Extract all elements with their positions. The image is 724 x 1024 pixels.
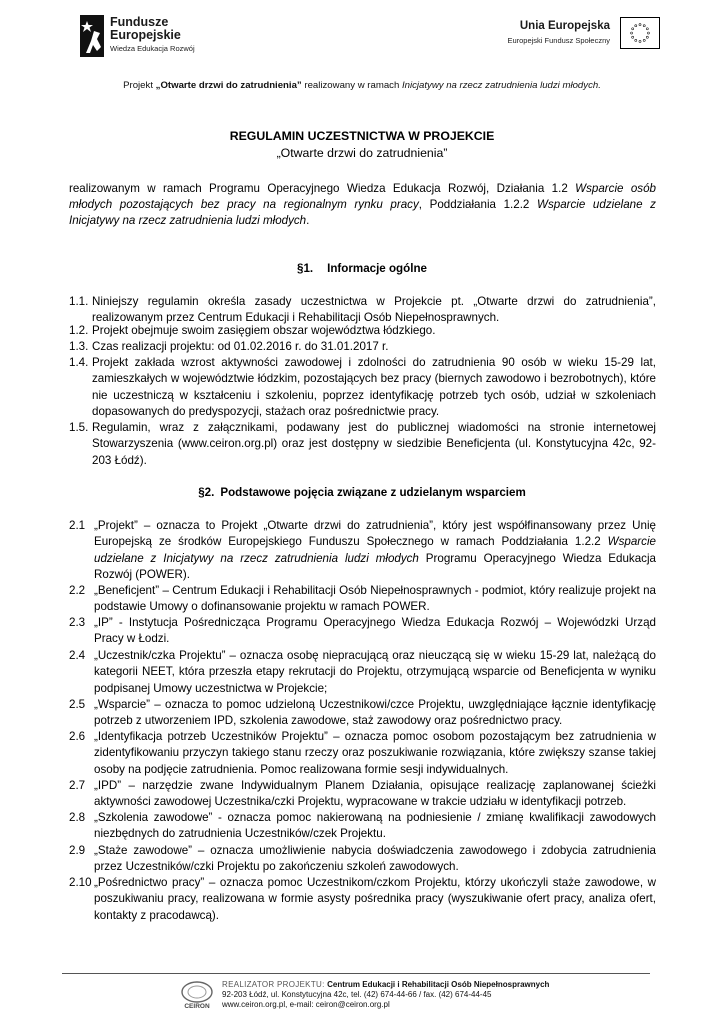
list-item-1-1 (69, 294, 656, 327)
document-subtitle: „Otwarte drzwi do zatrudnienia” (276, 146, 448, 160)
intro-italic-1: Wsparcie osób młodych pozostających bez pracy na regionalnym rynku pracy (69, 182, 656, 212)
list-item-text: „IPD” – narzędzie zwane Indywidualnym Planem Działania, opisujące realizację zaplanowanej ścieżki aktywności zawodowej Uczestnika/czki Projektu, wypracowane w trakcie udziału w identyfikacji potrzeb. (94, 779, 656, 809)
list-item-1-5 (69, 420, 656, 469)
list-item-text: „Staże zawodowe” – oznacza umożliwienie nabycia doświadczenia zawodowego i zdobycia zatrudnienia przez Uczestników/czki Projektu po zakończeniu szkoleń zawodowych. (94, 844, 656, 874)
intro-text-2: , Poddziałania 1.2.2 (418, 198, 537, 212)
list-item-text: „Uczestnik/czka Projektu” – oznacza osobę niepracującą oraz nieuczącą się w wieku 15-29 lat, należącą do kategorii NEET, która przeszła etapy rekrutacji do Projektu, otrzymującą wsparcie od Beneficjenta w wyniku podpisanej Umowy uczestnictwa w Projekcie; (94, 649, 656, 695)
ceiron-logo-icon (180, 980, 214, 1010)
list-item-number: 2.6 (69, 730, 86, 743)
list-item-text: Niniejszy regulamin określa zasady uczestnictwa w Projekcie pt. „Otwarte drzwi do zatrudnienia”, realizowanym przez Centrum Edukacji i Rehabilitacji Osób Niepełnosprawnych. (92, 295, 656, 325)
section-2-title: Podstawowe pojęcia związane z udzielanym wsparciem (220, 486, 526, 499)
section-1-title: Informacje ogólne (327, 262, 427, 275)
list-item-text (94, 518, 656, 583)
footer-org: Centrum Edukacji i Rehabilitacji Osób Niepełnosprawnych (327, 980, 550, 989)
item-2-1-italic: Wsparcie udzielane z Inicjatywy na rzecz zatrudnienia ludzi młodych (94, 535, 656, 565)
section-1-number: §1. (297, 262, 314, 275)
list-item-text: Czas realizacji projektu: od 01.02.2016 r. do 31.01.2017 r. (92, 340, 389, 353)
eu-logo-title: Unia Europejska (519, 20, 610, 32)
footer-divider (62, 973, 650, 974)
list-item-2-8 (69, 810, 656, 843)
list-item-text: „IP” - Instytucja Pośrednicząca Programu Operacyjnego Wiedza Edukacja Rozwój – Wojewódzki Urząd Pracy w Łodzi. (94, 616, 656, 646)
list-item-2-2 (69, 583, 656, 616)
list-item-1-4 (69, 355, 656, 420)
intro-text-3: . (306, 214, 310, 228)
list-item-1-3 (69, 339, 656, 355)
eu-flag-icon (620, 17, 660, 49)
ceiron-logo-text: CEIRON (184, 1003, 210, 1010)
list-item-text: „Identyfikacja potrzeb Uczestników Projektu” – oznacza pomoc osobom pozostającym bez zatrudnienia w zidentyfikowaniu przyczyn takiego stanu rzeczy oraz poszukiwanie rozwiązania, które zwiększy szanse takiej osoby na podjęcie zatrudnienia. Pomoc realizowana formie sesji indywidualnych. (94, 730, 656, 776)
project-info-middle: realizowany w ramach (301, 80, 402, 91)
project-info-line (0, 79, 724, 92)
list-item-2-3 (69, 615, 656, 648)
document-title: REGULAMIN UCZESTNICTWA W PROJEKCIE (229, 129, 495, 143)
project-info-prefix: Projekt (123, 80, 156, 91)
intro-italic-2: Wsparcie udzielane z Inicjatywy na rzecz zatrudnienia ludzi młodych (69, 198, 656, 228)
list-item-number: 2.8 (69, 811, 86, 824)
fe-logo-block (80, 15, 195, 57)
list-item-number: 2.9 (69, 844, 86, 857)
list-item-number: 1.3. (69, 340, 89, 353)
list-item-text: Projekt zakłada wzrost aktywności zawodowej i zdolności do zatrudnienia 90 osób w wieku 15-29 lat, zamieszkałych w województwie łódzkim, pozostających bez pracy (biernych zawodowo i bezrobotnych), które nie uczestniczą w kształceniu i szkoleniu, poprzez identyfikację potrzeb tych osób, udział w szkoleniach dopasowanych do predyspozycji, stażach oraz pośrednictwie pracy. (92, 356, 656, 418)
list-item-1-2 (69, 323, 656, 339)
footer-web: www.ceiron.org.pl, e-mail: ceiron@ceiron.org.pl (222, 1000, 390, 1009)
section-1-heading (0, 261, 724, 276)
item-2-1-text-c: Programu Operacyjnego Wiedza Edukacja Rozwój (POWER). (94, 551, 656, 581)
section-2-heading (0, 485, 724, 500)
intro-paragraph (69, 181, 656, 230)
list-item-number: 2.1 (69, 519, 86, 532)
list-item-2-1 (69, 518, 656, 583)
footer-address: 92-203 Łódź, ul. Konstytucyjna 42c, tel. (42) 674-44-66 / fax. (42) 674-44-45 (222, 990, 492, 999)
list-item-2-5 (69, 697, 656, 730)
list-item-2-10 (69, 875, 656, 924)
item-2-1-text-a: „Projekt” – oznacza to Projekt „Otwarte drzwi do zatrudnienia”, który jest współfinansowany przez Unię Europejską ze środków Europejskiego Funduszu Społecznego w ramach Poddziałania 1.2.2 (94, 519, 656, 549)
list-item-number: 2.10 (69, 876, 92, 889)
intro-text-1: realizowanym w ramach Programu Operacyjnego Wiedza Edukacja Rozwój, Działania 1.2 (69, 182, 576, 195)
list-item-text: Projekt obejmuje swoim zasięgiem obszar województwa łódzkiego. (92, 324, 436, 337)
fe-logo-program: Wiedza Edukacja Rozwój (110, 44, 195, 53)
list-item-text: „Wsparcie” – oznacza to pomoc udzieloną Uczestnikowi/czce Projektu, uwzględniające łącznie identyfikację potrzeb z utworzeniem IPD, szkolenia zawodowe, staż zawodowy oraz pośrednictwo pracy. (94, 698, 656, 728)
list-item-2-9 (69, 843, 656, 876)
footer-text (222, 980, 549, 1010)
fe-logo-title-1: Fundusze (110, 15, 169, 29)
footer-realizator (222, 980, 549, 990)
eu-logo-block (507, 17, 660, 49)
list-item-number: 1.5. (69, 421, 89, 434)
list-item-number: 2.2 (69, 584, 86, 597)
list-item-2-4 (69, 648, 656, 697)
list-item-number: 1.1. (69, 295, 89, 308)
list-item-number: 2.5 (69, 698, 86, 711)
list-item-text: „Szkolenia zawodowe” - oznacza pomoc nakierowaną na podniesienie / zmianę kwalifikacji zawodowych niezbędnych do zatrudnienia Uczestników/czek Projektu. (94, 811, 656, 841)
project-info-name: „Otwarte drzwi do zatrudnienia” (155, 80, 302, 91)
list-item-2-7 (69, 778, 656, 811)
list-item-2-6 (69, 729, 656, 778)
fundusze-europejskie-logo-icon (80, 15, 104, 57)
fe-logo-title-2: Europejskie (110, 28, 181, 42)
eu-logo-fund: Europejski Fundusz Społeczny (507, 36, 610, 45)
list-item-number: 1.2. (69, 324, 89, 337)
list-item-text: Regulamin, wraz z załącznikami, podawany jest do publicznej wiadomości na stronie internetowej Stowarzyszenia (www.ceiron.org.pl) oraz jest dostępny w siedzibie Beneficjenta (ul. Konstytucyjna 42c, 92-203 Łódź). (92, 421, 656, 467)
list-item-number: 2.3 (69, 616, 86, 629)
project-info-initiative: Inicjatywy na rzecz zatrudnienia ludzi młodych. (401, 80, 601, 91)
list-item-number: 1.4. (69, 356, 89, 369)
list-item-number: 2.7 (69, 779, 86, 792)
list-item-text: „Pośrednictwo pracy” – oznacza pomoc Uczestnikom/czkom Projektu, którzy ukończyli staże zawodowe, w poszukiwaniu pracy, realizowana w formie asysty pośrednika pracy (wyszukiwanie ofert pracy, analiza ofert, kontakty z pracodawcą). (94, 876, 656, 922)
list-item-number: 2.4 (69, 649, 86, 662)
footer-label: REALIZATOR PROJEKTU: (222, 980, 328, 989)
section-2-number: §2. (198, 486, 215, 499)
list-item-text: „Beneficjent” – Centrum Edukacji i Rehabilitacji Osób Niepełnosprawnych - podmiot, który realizuje projekt na podstawie Umowy o dofinansowanie projektu w ramach POWER. (94, 584, 656, 614)
